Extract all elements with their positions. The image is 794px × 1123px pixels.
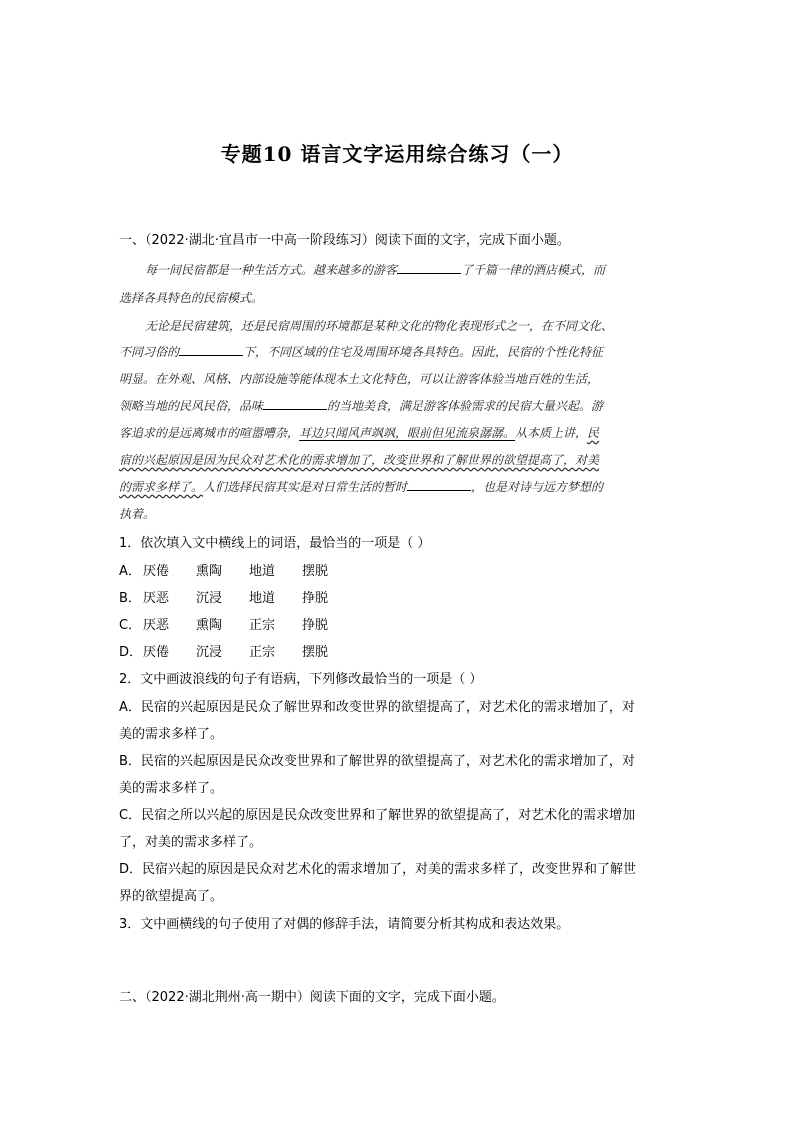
page-title: 专题10 语言文字运用综合练习（一） (220, 142, 574, 166)
wavy-underlined-sentence: 民 (587, 426, 600, 440)
passage-text: 不同习俗的 (119, 345, 180, 359)
q2-option-d: D．民宿兴起的原因是民众对艺术化的需求增加了，对美的需求多样了，改变世界和了解世 (119, 862, 637, 877)
wavy-underlined-sentence: 的需求多样了。 (119, 480, 204, 494)
q2-option-b-cont: 美的需求多样了。 (119, 781, 224, 796)
passage-line (119, 478, 603, 495)
q1-option-a (119, 560, 355, 579)
passage-text: 了千篇一律的酒店模式，而 (461, 263, 606, 277)
fill-blank-1 (397, 261, 461, 274)
passage-line: 选择各具特色的民宿模式。 (119, 291, 264, 305)
option-word: 正宗 (249, 645, 276, 660)
q1-option-b (119, 587, 355, 606)
option-label: D． (119, 645, 143, 660)
passage-text: 客追求的是远离城市的喧嚣嘈杂， (119, 426, 300, 440)
option-word: 沉浸 (196, 591, 223, 606)
q2-option-b: B．民宿的兴起原因是民众改变世界和了解世界的欲望提高了，对艺术化的需求增加了，对 (119, 754, 635, 769)
option-label: B． (119, 591, 141, 606)
option-word: 厌倦 (143, 564, 170, 579)
passage-text: 每一间民宿都是一种生活方式。越来越多的游客 (145, 263, 398, 277)
q2-option-c: C．民宿之所以兴起的原因是民众改变世界和了解世界的欲望提高了，对艺术化的需求增加 (119, 808, 636, 823)
straight-underlined-sentence: 耳边只闻风声飒飒，眼前但见流泉潺潺。 (299, 426, 516, 440)
option-word: 厌倦 (143, 645, 170, 660)
fill-blank-4 (407, 478, 471, 491)
option-word: 沉浸 (196, 645, 223, 660)
passage-line: 明显。在外观、风格、内部设施等能体现本土文化特色，可以让游客体验当地百姓的生活， (119, 372, 600, 386)
option-word: 熏陶 (196, 618, 223, 633)
option-label: C． (119, 618, 142, 633)
option-word: 厌恶 (143, 591, 170, 606)
section-1-heading: 一、（2022·湖北·宜昌市一中高一阶段练习）阅读下面的文字，完成下面小题。 (119, 233, 570, 248)
q2-option-d-cont: 界的欲望提高了。 (119, 889, 224, 904)
option-label: A． (119, 564, 141, 579)
q2-option-a: A．民宿的兴起原因是民众了解世界和改变世界的欲望提高了，对艺术化的需求增加了，对 (119, 700, 635, 715)
q2-option-c-cont: 了，对美的需求多样了。 (119, 835, 263, 850)
passage-line (145, 261, 605, 278)
option-word: 挣脱 (302, 618, 329, 633)
question-2: 2．文中画波浪线的句子有语病，下列修改最恰当的一项是（ ） (119, 672, 483, 687)
passage-text: 从本质上讲， (515, 426, 588, 440)
option-word: 摆脱 (302, 564, 329, 579)
passage-text: 领略当地的民风民俗，品味 (119, 399, 264, 413)
question-3: 3．文中画横线的句子使用了对偶的修辞手法，请简要分析其构成和表达效果。 (119, 917, 570, 932)
option-word: 地道 (249, 564, 276, 579)
passage-text: 的当地美食，满足游客体验需求的民宿大量兴起。游 (327, 399, 604, 413)
passage-line: 执着。 (119, 507, 156, 521)
option-word: 地道 (249, 591, 276, 606)
passage-line (119, 451, 599, 468)
passage-line (119, 424, 599, 441)
passage-line (119, 343, 603, 360)
option-word: 正宗 (249, 618, 276, 633)
q1-option-d (119, 641, 355, 660)
passage-text: 下，不同区域的住宅及周围环境各具特色。因此，民宿的个性化特征 (243, 345, 604, 359)
option-word: 厌恶 (143, 618, 170, 633)
q2-option-a-cont: 美的需求多样了。 (119, 727, 224, 742)
option-word: 挣脱 (302, 591, 329, 606)
passage-line (119, 397, 603, 414)
option-word: 熏陶 (196, 564, 223, 579)
section-2-heading: 二、（2022·湖北荆州·高一期中）阅读下面的文字，完成下面小题。 (119, 990, 505, 1005)
option-word: 摆脱 (302, 645, 329, 660)
passage-text: 人们选择民宿其实是对日常生活的暂时 (203, 480, 408, 494)
fill-blank-2 (179, 343, 243, 356)
wavy-underlined-sentence: 宿的兴起原因是因为民众对艺术化的需求增加了，改变世界和了解世界的欲望提高了，对美 (119, 453, 600, 467)
passage-text: ，也是对诗与远方梦想的 (471, 480, 604, 494)
passage-line: 无论是民宿建筑，还是民宿周围的环境都是某种文化的物化表现形式之一，在不同文化、 (145, 319, 614, 333)
fill-blank-3 (263, 397, 327, 410)
q1-option-c (119, 614, 355, 633)
question-1: 1．依次填入文中横线上的词语，最恰当的一项是（ ） (119, 536, 431, 551)
